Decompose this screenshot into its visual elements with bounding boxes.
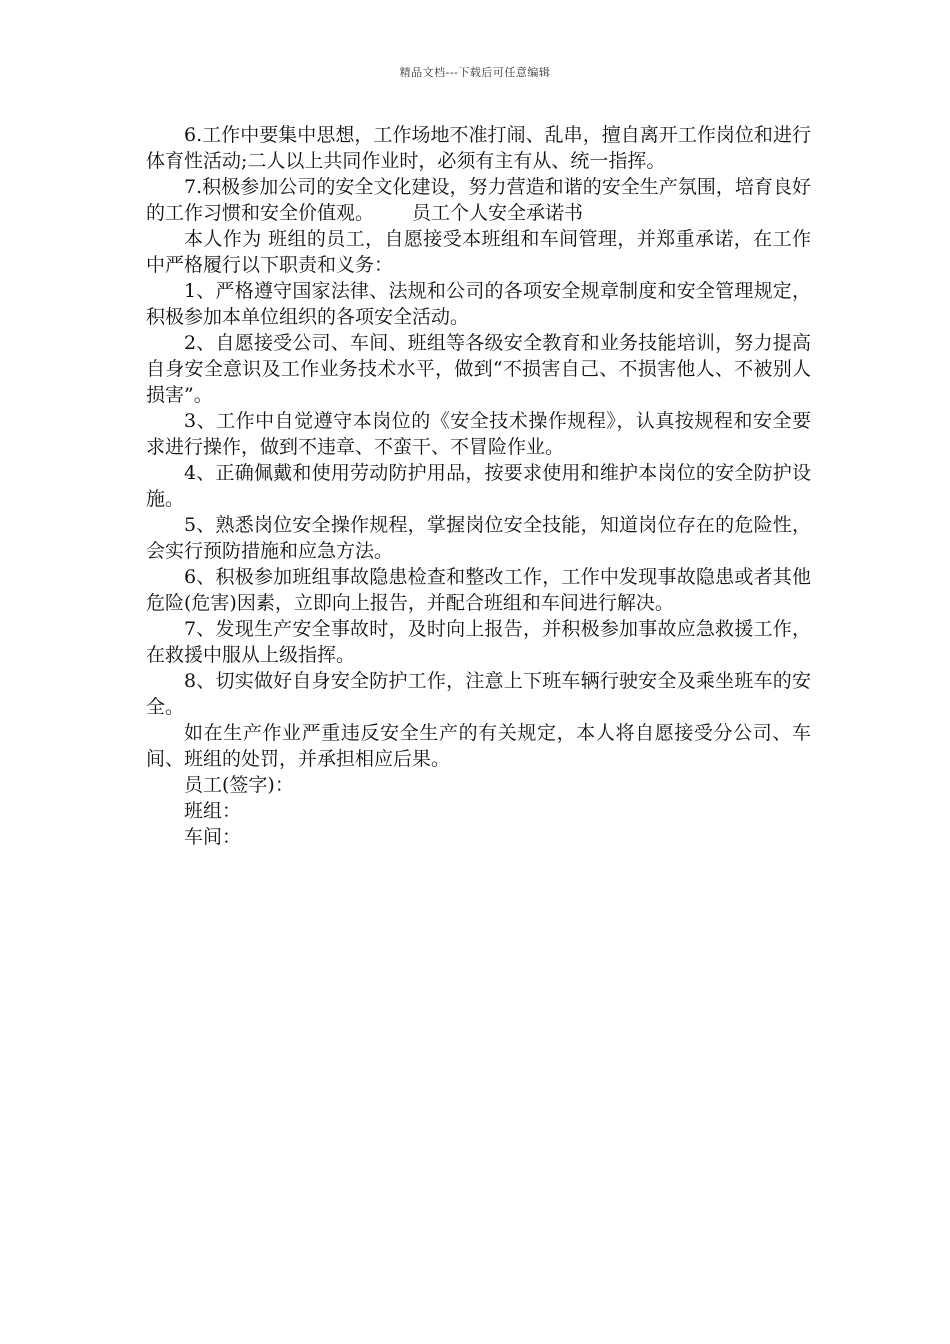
signature-employee: 员工(签字)： (184, 774, 294, 796)
pledge-item-2: 2、自愿接受公司、车间、班组等各级安全教育和业务技能培训，努力提高自身安全意识及工作业务技术水平，做到“不损害自己、不损害他人、不被别人损害”。 (146, 332, 811, 406)
pledge-item-6: 6、积极参加班组事故隐患检查和整改工作，工作中发现事故隐患或者其他危险(危害)因素，立即向上报告，并配合班组和车间进行解决。 (146, 566, 811, 614)
pledge-item-1: 1、严格遵守国家法律、法规和公司的各项安全规章制度和安全管理规定，积极参加本单位组织的各项安全活动。 (146, 280, 811, 328)
pledge-item-7: 7、发现生产安全事故时，及时向上报告，并积极参加事故应急救援工作，在救援中服从上级指挥。 (146, 618, 811, 666)
pledge-item-4: 4、正确佩戴和使用劳动防护用品，按要求使用和维护本岗位的安全防护设施。 (146, 462, 811, 510)
paragraph-text: 7.积极参加公司的安全文化建设，努力营造和谐的安全生产氛围，培育良好的工作习惯和安全价值观。 (146, 176, 811, 224)
signature-team: 班组： (184, 800, 242, 822)
pledge-item-5: 5、熟悉岗位安全操作规程，掌握岗位安全技能，知道岗位存在的危险性，会实行预防措施和应急方法。 (146, 514, 811, 562)
paragraph-item-7 (146, 174, 811, 226)
page-header: 精品文档---下载后可任意编辑 (399, 66, 551, 79)
document-title: 员工个人安全承诺书 (412, 202, 584, 224)
pledge-item-8: 8、切实做好自身安全防护工作，注意上下班车辆行驶安全及乘坐班车的安全。 (146, 670, 811, 718)
document-body (146, 122, 811, 850)
pledge-intro: 本人作为 班组的员工，自愿接受本班组和车间管理，并郑重承诺，在工作中严格履行以下职责和义务： (146, 228, 811, 276)
pledge-item-3: 3、工作中自觉遵守本岗位的《安全技术操作规程》，认真按规程和安全要求进行操作，做到不违章、不蛮干、不冒险作业。 (146, 410, 811, 458)
signature-workshop: 车间： (184, 826, 242, 848)
paragraph-item-6: 6.工作中要集中思想，工作场地不准打闹、乱串，擅自离开工作岗位和进行体育性活动;二人以上共同作业时，必须有主有从、统一指挥。 (146, 124, 811, 172)
pledge-closing: 如在生产作业严重违反安全生产的有关规定，本人将自愿接受分公司、车间、班组的处罚，并承担相应后果。 (146, 722, 811, 770)
